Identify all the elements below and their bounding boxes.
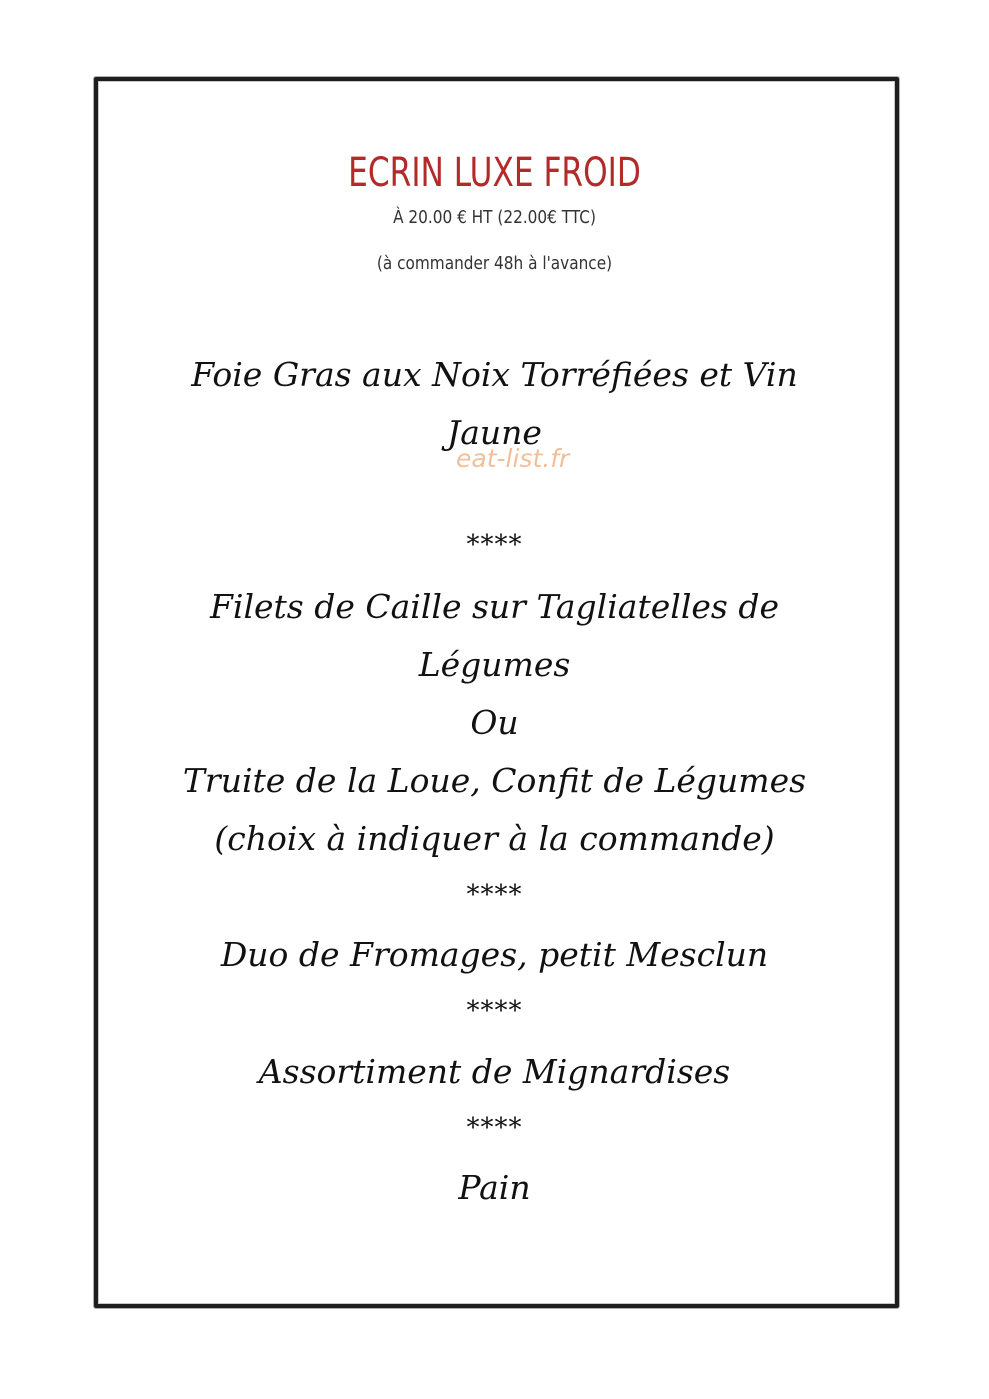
main-option-1-line-1: Filets de Caille sur Tagliatelles de xyxy=(210,587,779,626)
main-choice-note: (choix à indiquer à la commande) xyxy=(214,819,775,858)
menu-price: À 20.00 € HT (22.00€ TTC) xyxy=(393,207,596,228)
course-separator: **** xyxy=(466,880,523,910)
menu-title: ECRIN LUXE FROID xyxy=(348,150,641,196)
watermark-text: eat-list.fr xyxy=(456,444,570,473)
dessert-course: Assortiment de Mignardises xyxy=(258,1052,731,1091)
main-option-1-line-2: Légumes xyxy=(418,645,571,684)
course-separator: **** xyxy=(466,1113,523,1143)
starter-line-1: Foie Gras aux Noix Torréfiées et Vin xyxy=(191,355,798,394)
order-notice: (à commander 48h à l'avance) xyxy=(376,253,613,274)
cheese-course: Duo de Fromages, petit Mesclun xyxy=(220,935,769,974)
starter-line-2: Jaune xyxy=(447,413,542,452)
course-separator: **** xyxy=(466,996,523,1026)
course-separator: **** xyxy=(466,530,523,560)
bread-item: Pain xyxy=(458,1168,531,1207)
main-option-2: Truite de la Loue, Confit de Légumes xyxy=(182,761,807,800)
or-text: Ou xyxy=(470,703,519,742)
